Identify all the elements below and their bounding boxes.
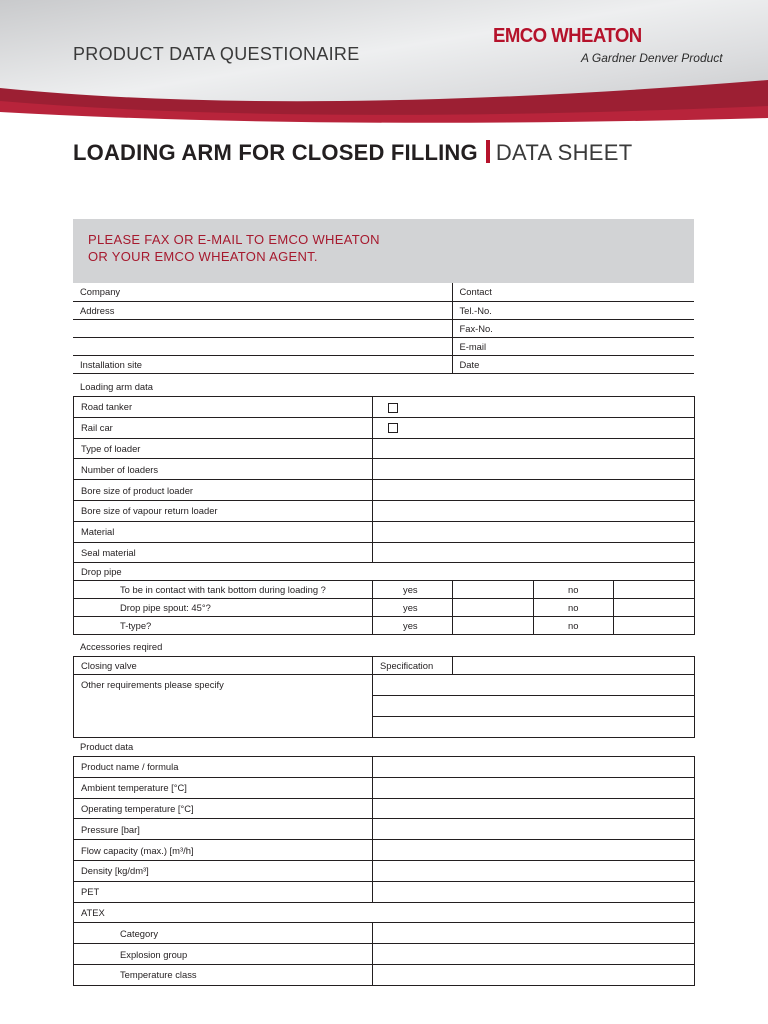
road-tanker-label: Road tanker <box>74 397 373 418</box>
road-tanker-cell <box>373 397 695 418</box>
yes-label: yes <box>373 599 453 617</box>
flow-capacity-field[interactable] <box>373 840 695 861</box>
document-title-sub: DATA SHEET <box>495 140 633 165</box>
table-row <box>74 923 695 944</box>
rail-car-label: Rail car <box>74 417 373 438</box>
table-row <box>74 397 695 418</box>
table-row <box>74 964 695 985</box>
other-requirements-field-3[interactable] <box>373 717 695 738</box>
rail-car-cell <box>373 417 695 438</box>
other-requirements-field-1[interactable] <box>373 675 695 696</box>
contact-field[interactable]: Contact <box>452 283 694 301</box>
address-line-3-field[interactable] <box>73 337 452 355</box>
rail-car-checkbox[interactable] <box>388 423 398 433</box>
material-label: Material <box>74 521 373 542</box>
ambient-temperature-field[interactable] <box>373 777 695 798</box>
no-option-cell[interactable] <box>614 617 695 635</box>
accessories-section-label: Accessories reqired <box>80 641 163 652</box>
no-label: no <box>534 581 614 599</box>
loading-arm-section-label: Loading arm data <box>80 381 153 392</box>
table-row <box>74 599 695 617</box>
bore-vapour-label: Bore size of vapour return loader <box>74 500 373 521</box>
density-field[interactable] <box>373 860 695 881</box>
other-requirements-label: Other requirements please specify <box>74 675 373 738</box>
table-row <box>74 860 695 881</box>
table-row <box>73 319 694 337</box>
product-name-label: Product name / formula <box>74 757 373 778</box>
explosion-group-label: Explosion group <box>74 944 373 965</box>
category-label: Category <box>74 923 373 944</box>
yes-option-cell[interactable] <box>453 617 534 635</box>
page-header <box>0 0 768 124</box>
product-name-field[interactable] <box>373 757 695 778</box>
specification-label: Specification <box>373 657 453 675</box>
category-field[interactable] <box>373 923 695 944</box>
type-of-loader-label: Type of loader <box>74 438 373 459</box>
email-field[interactable]: E-mail <box>452 337 694 355</box>
yes-option-cell[interactable] <box>453 599 534 617</box>
yes-label: yes <box>373 581 453 599</box>
table-row <box>74 581 695 599</box>
table-row <box>73 283 694 301</box>
material-field[interactable] <box>373 521 695 542</box>
no-label: no <box>534 599 614 617</box>
explosion-group-field[interactable] <box>373 944 695 965</box>
no-option-cell[interactable] <box>614 581 695 599</box>
document-title <box>73 140 632 166</box>
table-row <box>73 301 694 319</box>
question-ttype-label: T-type? <box>74 617 373 635</box>
product-table <box>73 756 695 986</box>
fax-field[interactable]: Fax-No. <box>452 319 694 337</box>
table-row <box>74 819 695 840</box>
brand-logo: EMCO WHEATON <box>493 25 642 47</box>
drop-pipe-table <box>73 562 695 635</box>
table-row <box>74 438 695 459</box>
number-of-loaders-field[interactable] <box>373 459 695 480</box>
company-field[interactable]: Company <box>73 283 452 301</box>
drop-pipe-label: Drop pipe <box>74 563 695 581</box>
pet-field[interactable] <box>373 881 695 902</box>
table-row <box>74 500 695 521</box>
bore-vapour-field[interactable] <box>373 500 695 521</box>
table-row <box>74 675 695 696</box>
banner-line-1: PLEASE FAX OR E-MAIL TO EMCO WHEATON <box>88 232 380 247</box>
ambient-temperature-label: Ambient temperature [°C] <box>74 777 373 798</box>
pressure-label: Pressure [bar] <box>74 819 373 840</box>
date-field[interactable]: Date <box>452 355 694 373</box>
table-row <box>73 337 694 355</box>
loading-arm-table <box>73 396 695 563</box>
operating-temperature-label: Operating temperature [°C] <box>74 798 373 819</box>
bore-product-field[interactable] <box>373 480 695 501</box>
instruction-banner <box>73 219 694 283</box>
table-row <box>74 840 695 861</box>
yes-label: yes <box>373 617 453 635</box>
table-row <box>74 521 695 542</box>
road-tanker-checkbox[interactable] <box>388 403 398 413</box>
form-heading: PRODUCT DATA QUESTIONAIRE <box>73 44 360 64</box>
table-row <box>74 480 695 501</box>
table-row <box>74 757 695 778</box>
yes-option-cell[interactable] <box>453 581 534 599</box>
installation-site-field[interactable]: Installation site <box>73 355 452 373</box>
closing-valve-label: Closing valve <box>74 657 373 675</box>
type-of-loader-field[interactable] <box>373 438 695 459</box>
bore-product-label: Bore size of product loader <box>74 480 373 501</box>
pressure-field[interactable] <box>373 819 695 840</box>
table-row <box>74 944 695 965</box>
contact-table <box>73 283 694 374</box>
title-separator <box>486 140 490 163</box>
atex-label: ATEX <box>74 902 695 923</box>
table-row <box>74 902 695 923</box>
pet-label: PET <box>74 881 373 902</box>
no-label: no <box>534 617 614 635</box>
brand-tagline: A Gardner Denver Product <box>581 51 723 65</box>
document-title-main: LOADING ARM FOR CLOSED FILLING <box>73 140 478 165</box>
address-line-2-field[interactable] <box>73 319 452 337</box>
table-row <box>74 657 695 675</box>
table-row <box>74 459 695 480</box>
operating-temperature-field[interactable] <box>373 798 695 819</box>
table-row <box>74 617 695 635</box>
question-spout-label: Drop pipe spout: 45°? <box>74 599 373 617</box>
seal-material-field[interactable] <box>373 542 695 563</box>
seal-material-label: Seal material <box>74 542 373 563</box>
table-row <box>74 563 695 581</box>
temperature-class-field[interactable] <box>373 964 695 985</box>
number-of-loaders-label: Number of loaders <box>74 459 373 480</box>
question-contact-label: To be in contact with tank bottom during loading ? <box>74 581 373 599</box>
table-row <box>74 777 695 798</box>
tel-field[interactable]: Tel.-No. <box>452 301 694 319</box>
accessories-table <box>73 656 695 738</box>
flow-capacity-label: Flow capacity (max.) [m³/h] <box>74 840 373 861</box>
density-label: Density [kg/dm³] <box>74 860 373 881</box>
table-row <box>74 542 695 563</box>
table-row <box>74 417 695 438</box>
other-requirements-field-2[interactable] <box>373 696 695 717</box>
product-section-label: Product data <box>80 741 134 752</box>
table-row <box>74 881 695 902</box>
address-field[interactable]: Address <box>73 301 452 319</box>
banner-line-2: OR YOUR EMCO WHEATON AGENT. <box>88 249 318 264</box>
table-row <box>74 798 695 819</box>
table-row <box>73 355 694 373</box>
specification-field[interactable] <box>453 657 695 675</box>
temperature-class-label: Temperature class <box>74 964 373 985</box>
no-option-cell[interactable] <box>614 599 695 617</box>
